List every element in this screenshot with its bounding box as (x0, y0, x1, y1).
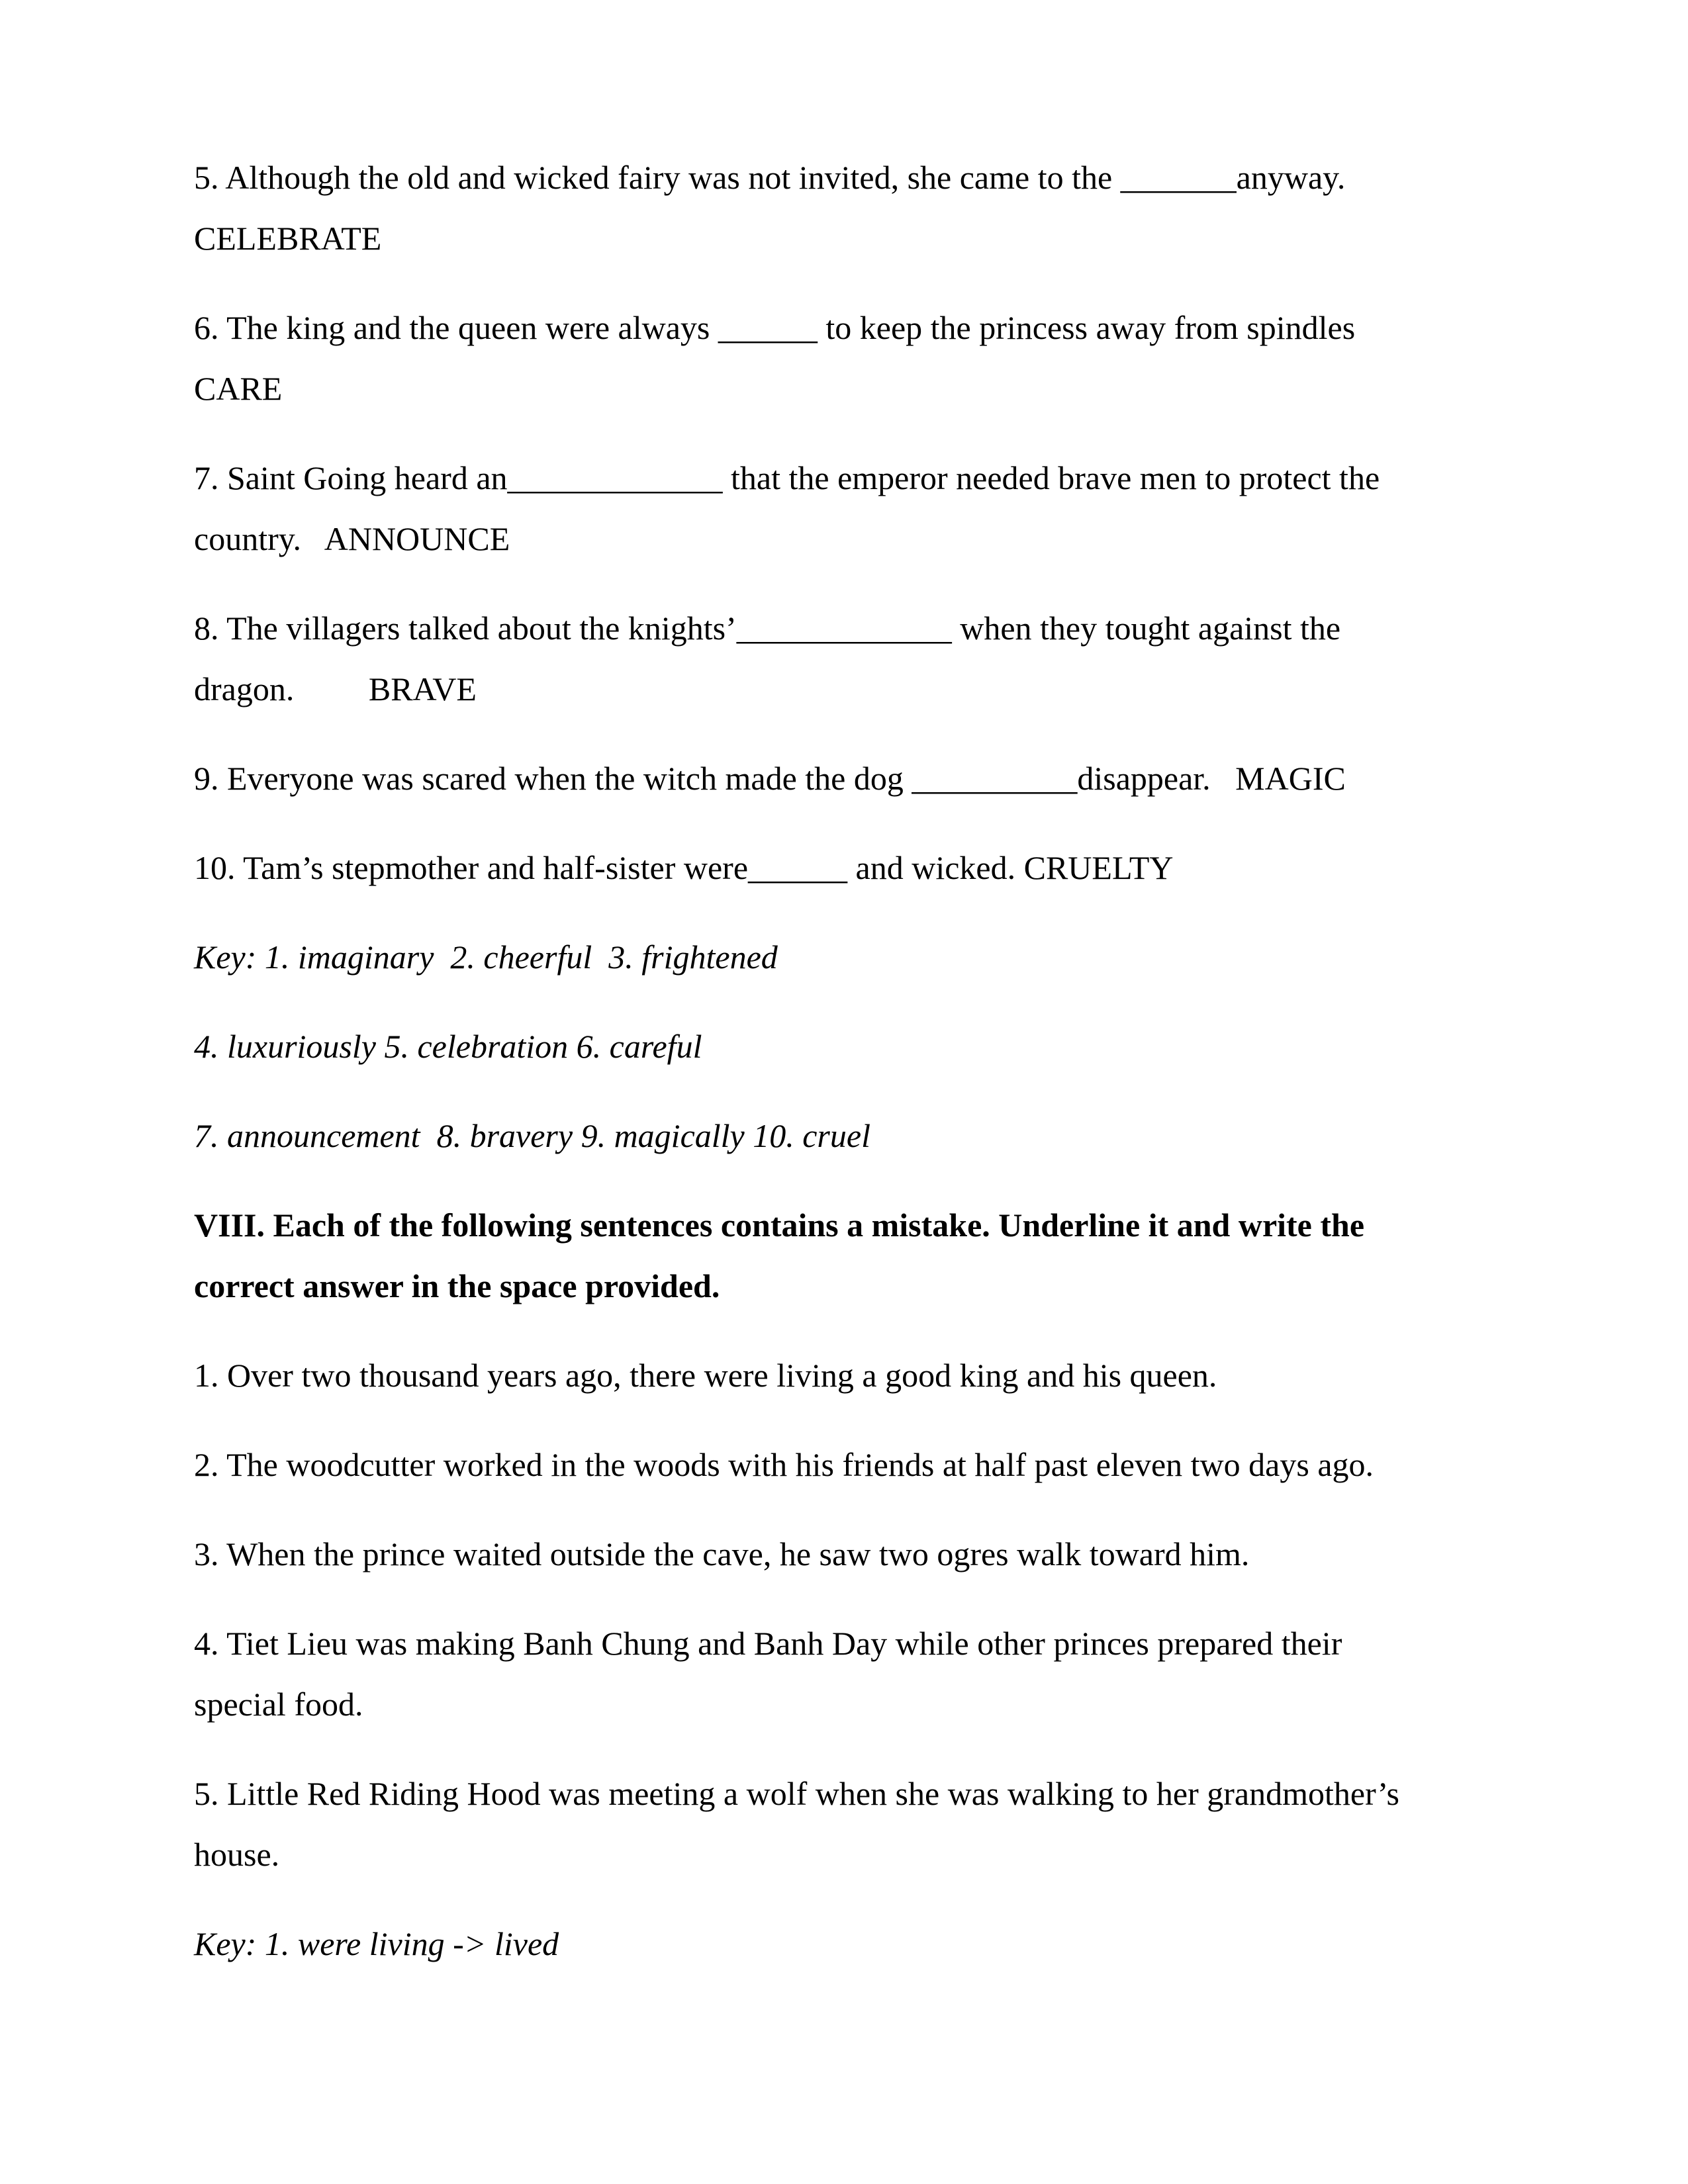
exercise-line: 3. When the prince waited outside the cave, he saw two ogres walk toward him. (194, 1535, 1250, 1572)
exercise-word-cue: dragon. BRAVE (194, 670, 477, 707)
document-page (194, 147, 1505, 1974)
exercise-line: 10. Tam’s stepmother and half-sister were______ and wicked. CRUELTY (194, 849, 1174, 886)
exercise-line: 1. Over two thousand years ago, there were living a good king and his queen. (194, 1357, 1217, 1394)
exercise-line: 8. The villagers talked about the knights’_____________ when they tought against the (194, 610, 1341, 647)
answer-key-line: 7. announcement 8. bravery 9. magically 10. cruel (194, 1117, 870, 1154)
section-heading: correct answer in the space provided. (194, 1267, 720, 1304)
section-heading: VIII. Each of the following sentences contains a mistake. Underline it and write the (194, 1206, 1365, 1244)
exercise-line: special food. (194, 1686, 363, 1723)
exercise-line: 7. Saint Going heard an_____________ that the emperor needed brave men to protect the (194, 459, 1380, 496)
exercise-word-cue: CARE (194, 370, 283, 407)
exercise-word-cue: country. ANNOUNCE (194, 520, 510, 557)
exercise-line: 2. The woodcutter worked in the woods with his friends at half past eleven two days ago. (194, 1446, 1374, 1483)
answer-key-line: 4. luxuriously 5. celebration 6. careful (194, 1028, 702, 1065)
exercise-word-cue: CELEBRATE (194, 220, 382, 257)
exercise-line: 5. Although the old and wicked fairy was not invited, she came to the _______anyway. (194, 159, 1346, 196)
answer-key-line: Key: 1. imaginary 2. cheerful 3. frightened (194, 938, 778, 976)
exercise-line: 5. Little Red Riding Hood was meeting a wolf when she was walking to her grandmother’s (194, 1775, 1399, 1812)
exercise-line: house. (194, 1836, 280, 1873)
answer-key-line: Key: 1. were living -> lived (194, 1925, 559, 1962)
exercise-line: 4. Tiet Lieu was making Banh Chung and Banh Day while other princes prepared their (194, 1625, 1342, 1662)
exercise-line: 6. The king and the queen were always ______ to keep the princess away from spindles (194, 309, 1356, 346)
exercise-line: 9. Everyone was scared when the witch made the dog __________disappear. MAGIC (194, 760, 1346, 797)
